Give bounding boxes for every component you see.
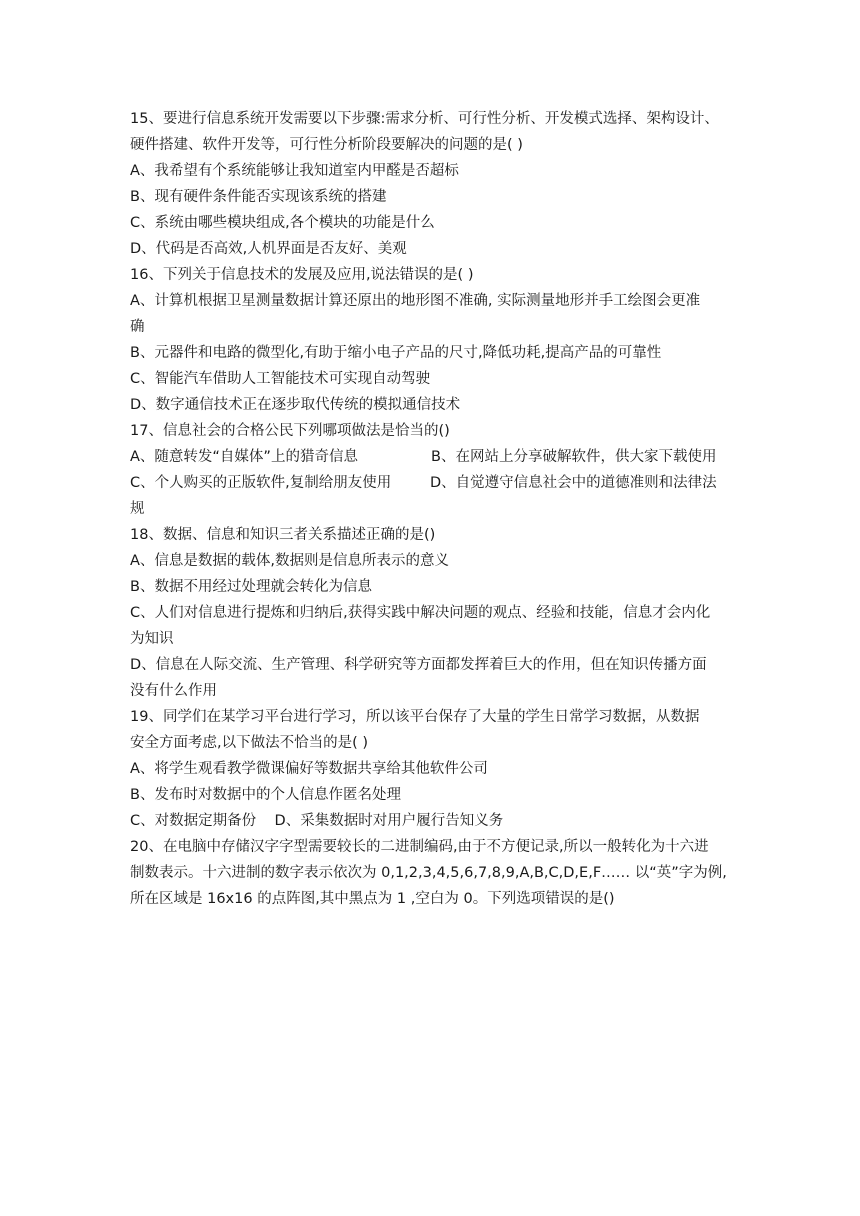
question-18-option-d-line-2: 没有什么作用 xyxy=(130,683,217,699)
question-17-option-d-line-1: D、自觉遵守信息社会中的道德准则和法律法 xyxy=(430,475,717,491)
question-16-option-a-line-2: 确 xyxy=(130,319,145,335)
question-18-option-a: A、信息是数据的载体,数据则是信息所表示的意义 xyxy=(130,553,450,569)
question-18-option-d-line-1: D、信息在人际交流、生产管理、科学研究等方面都发挥着巨大的作用，但在知识传播方面 xyxy=(130,657,707,673)
question-20-stem-line-2: 制数表示。十六进制的数字表示依次为 0,1,2,3,4,5,6,7,8,9,A,B,C,D,E,F…… 以“英”字为例, xyxy=(130,865,727,881)
question-17-option-a: A、随意转发“自媒体”上的猎奇信息 xyxy=(130,449,358,465)
question-16-option-a-line-1: A、计算机根据卫星测量数据计算还原出的地形图不准确, 实际测量地形并手工绘图会更准 xyxy=(130,293,701,309)
question-18-stem: 18、数据、信息和知识三者关系描述正确的是() xyxy=(130,527,436,543)
question-19-stem-line-2: 安全方面考虑,以下做法不恰当的是( ) xyxy=(130,735,369,751)
question-16-option-c: C、智能汽车借助人工智能技术可实现自动驾驶 xyxy=(130,371,431,387)
question-15-stem-line-2: 硬件搭建、软件开发等，可行性分析阶段要解决的问题的是( ) xyxy=(130,137,523,153)
question-19-option-a: A、将学生观看教学微课偏好等数据共享给其他软件公司 xyxy=(130,761,488,777)
question-list xyxy=(130,106,734,912)
question-20-stem-line-1: 20、在电脑中存储汉字字型需要较长的二进制编码,由于不方便记录,所以一般转化为十六进 xyxy=(130,839,709,855)
question-15-option-b: B、现有硬件条件能否实现该系统的搭建 xyxy=(130,189,387,205)
question-18-option-b: B、数据不用经过处理就会转化为信息 xyxy=(130,579,372,595)
question-19-options-c-d: C、对数据定期备份 D、采集数据时对用户履行告知义务 xyxy=(130,813,504,829)
question-17-option-b: B、在网站上分享破解软件，供大家下载使用 xyxy=(431,449,717,465)
question-16-option-d: D、数字通信技术正在逐步取代传统的模拟通信技术 xyxy=(130,397,461,413)
question-20-stem-line-3: 所在区域是 16x16 的点阵图,其中黑点为 1 ,空白为 0。下列选项错误的是() xyxy=(130,891,615,907)
question-15-option-a: A、我希望有个系统能够让我知道室内甲醛是否超标 xyxy=(130,163,459,179)
question-17-options-row-1 xyxy=(130,444,734,470)
question-19-option-b: B、发布时对数据中的个人信息作匿名处理 xyxy=(130,787,401,803)
question-17-option-d-line-2: 规 xyxy=(130,501,145,517)
question-16-stem: 16、下列关于信息技术的发展及应用,说法错误的是( ) xyxy=(130,267,474,283)
question-17-stem: 17、信息社会的合格公民下列哪项做法是恰当的() xyxy=(130,423,450,439)
question-18-option-c-line-1: C、人们对信息进行提炼和归纳后,获得实践中解决问题的观点、经验和技能，信息才会内化 xyxy=(130,605,711,621)
question-15-option-c: C、系统由哪些模块组成,各个模块的功能是什么 xyxy=(130,215,435,231)
question-15-stem-line-1: 15、要进行信息系统开发需要以下步骤:需求分析、可行性分析、开发模式选择、架构设计、 xyxy=(130,111,719,127)
question-16-option-b: B、元器件和电路的微型化,有助于缩小电子产品的尺寸,降低功耗,提高产品的可靠性 xyxy=(130,345,662,361)
question-19-stem-line-1: 19、同学们在某学习平台进行学习，所以该平台保存了大量的学生日常学习数据，从数据 xyxy=(130,709,700,725)
question-15-option-d: D、代码是否高效,人机界面是否友好、美观 xyxy=(130,241,407,257)
question-17-options-row-2 xyxy=(130,470,734,496)
question-17-option-c: C、个人购买的正版软件,复制给朋友使用 xyxy=(130,475,392,491)
question-18-option-c-line-2: 为知识 xyxy=(130,631,174,647)
